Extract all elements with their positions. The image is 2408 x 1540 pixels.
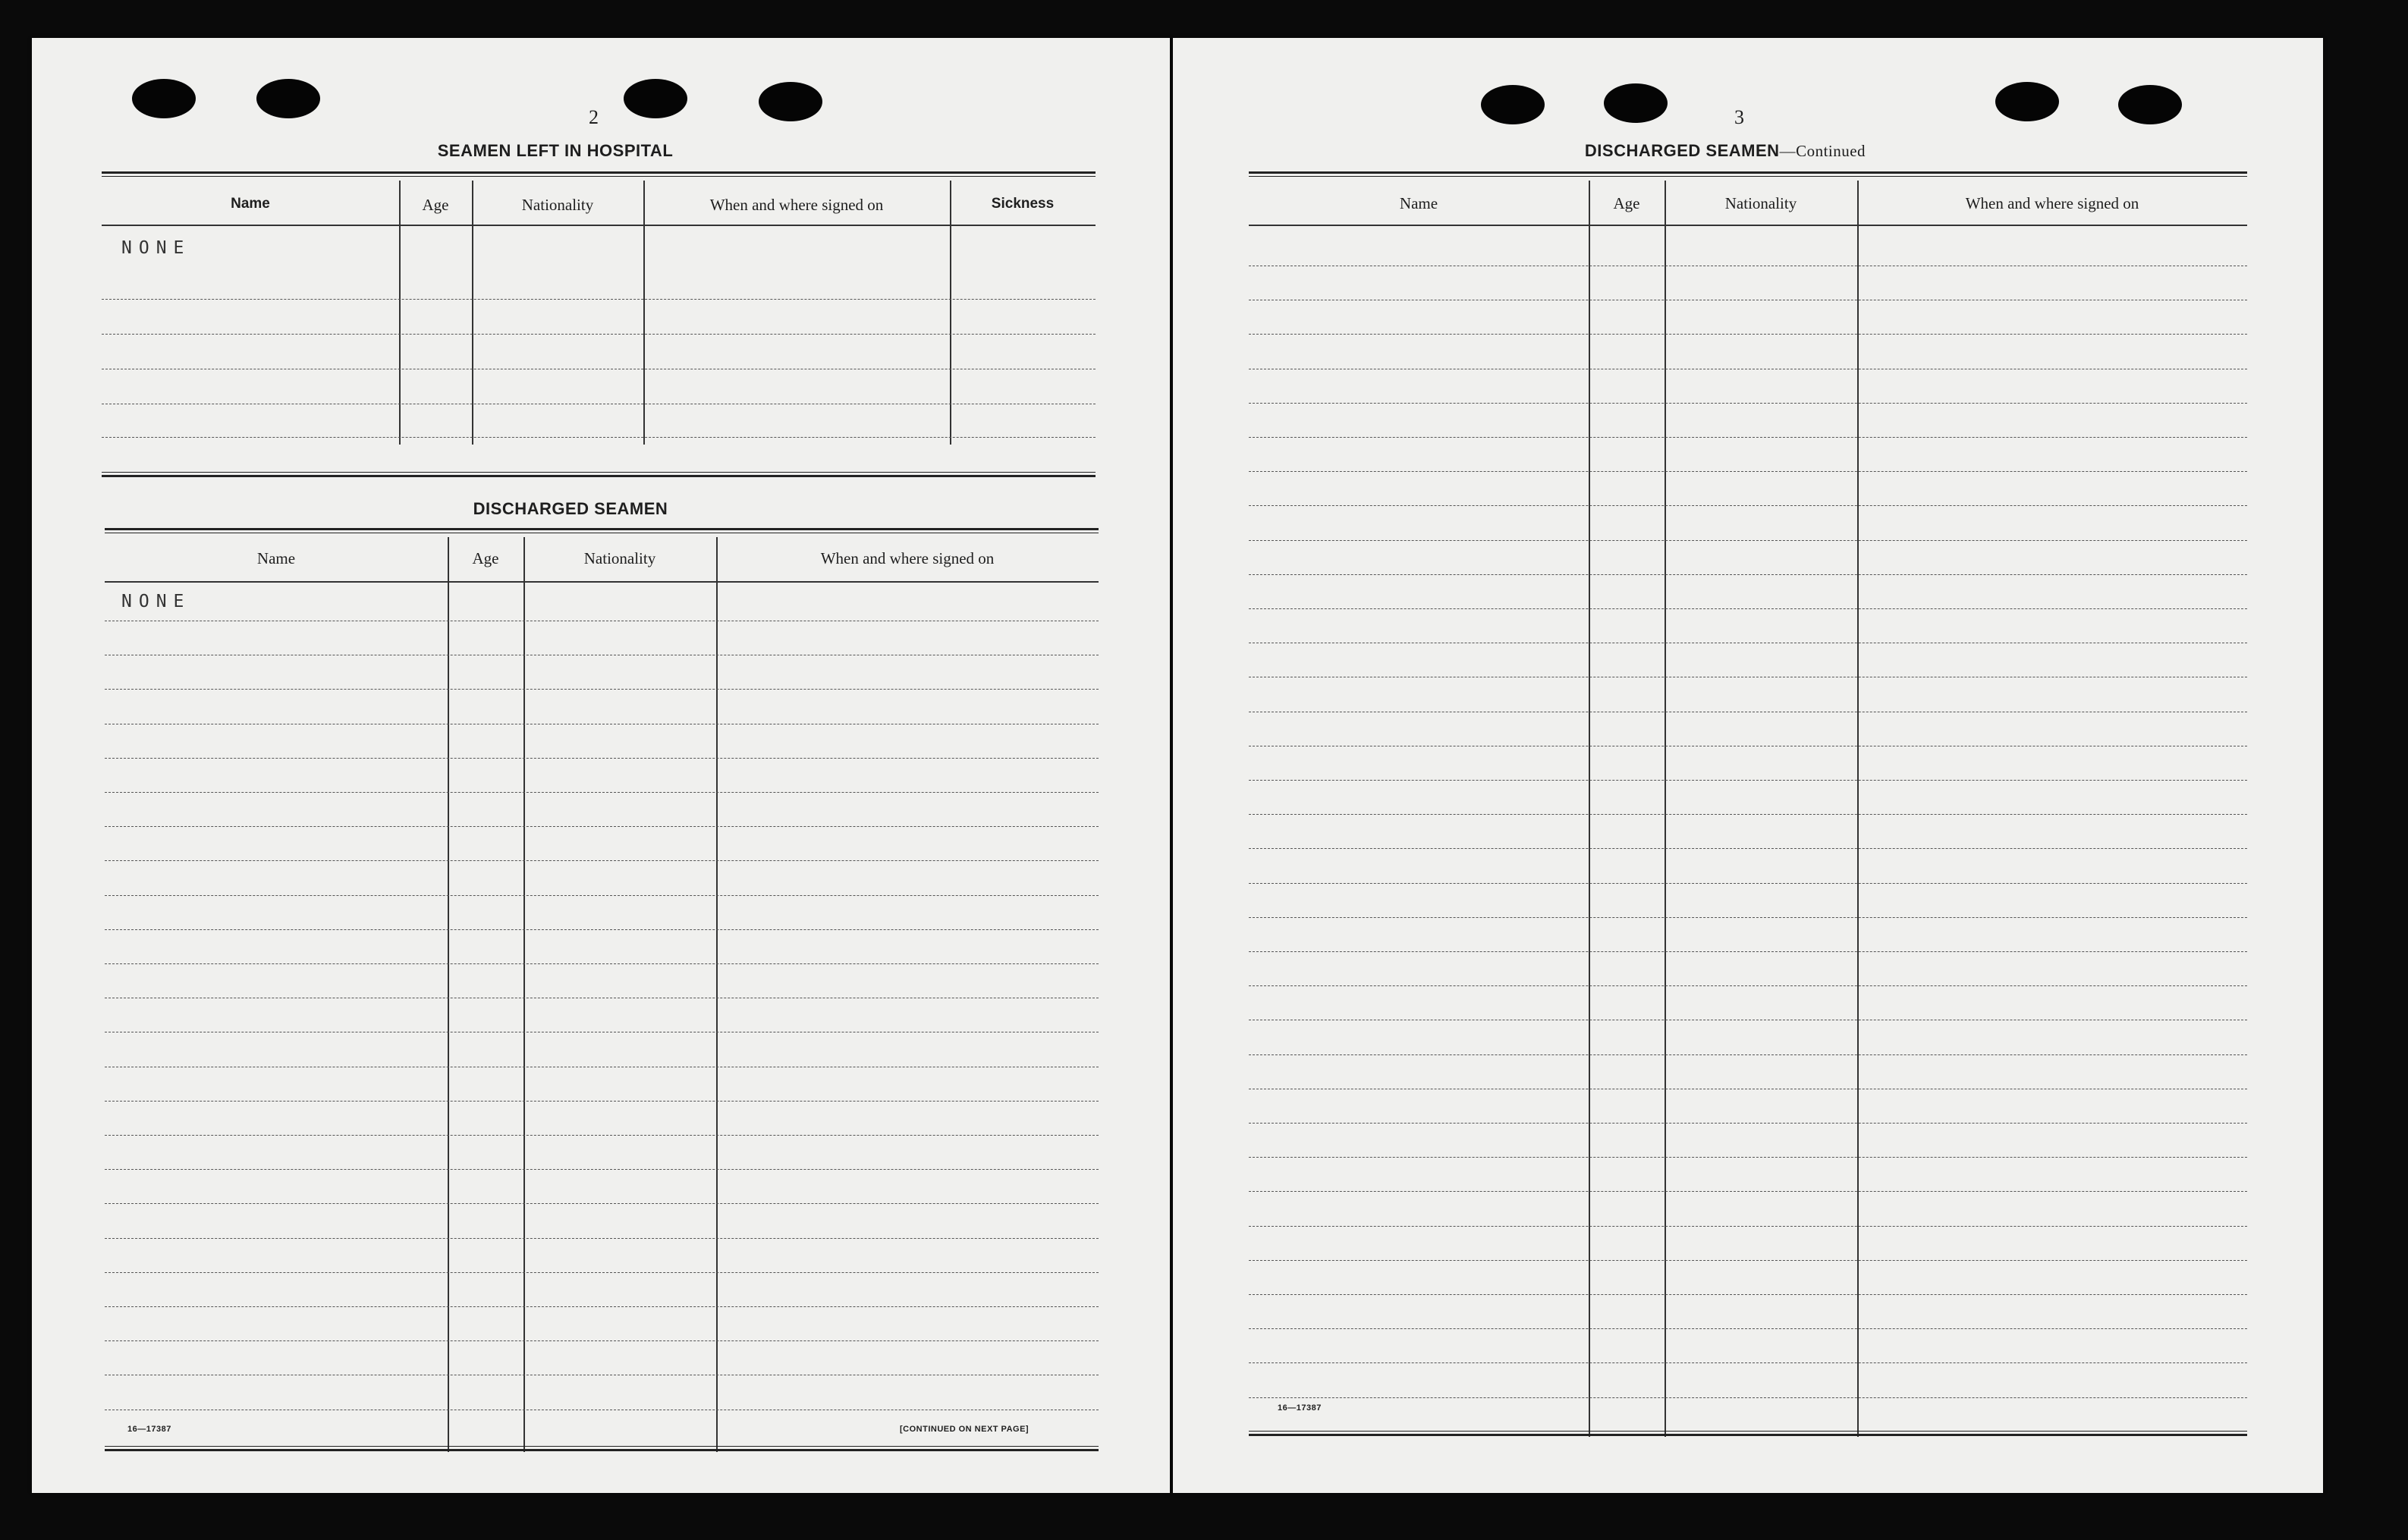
column-header-when-where: When and where signed on xyxy=(820,549,995,567)
typed-entry-none: NONE xyxy=(121,592,191,611)
right-page xyxy=(1173,38,2323,1493)
page-number: 2 xyxy=(589,106,600,128)
form-number: 16—17387 xyxy=(1278,1403,1322,1413)
punch-hole xyxy=(1604,83,1668,123)
row-line xyxy=(105,1272,1099,1273)
row-line xyxy=(105,1101,1099,1102)
typed-entry-none: NONE xyxy=(121,238,191,258)
row-line xyxy=(1249,505,2247,506)
row-line xyxy=(1249,814,2247,815)
row-line xyxy=(1249,951,2247,952)
row-line xyxy=(1249,1260,2247,1261)
continued-suffix: —Continued xyxy=(1779,142,1866,160)
title-text: DISCHARGED SEAMEN xyxy=(1584,141,1780,160)
column-header-when-where: When and where signed on xyxy=(709,196,884,214)
row-line xyxy=(1249,1123,2247,1124)
column-divider xyxy=(472,181,473,445)
row-line xyxy=(105,1169,1099,1170)
page-number: 3 xyxy=(1734,106,1746,128)
row-line xyxy=(1249,608,2247,609)
row-line xyxy=(1249,334,2247,335)
row-line xyxy=(1249,540,2247,541)
column-divider xyxy=(950,181,951,445)
punch-hole xyxy=(1481,85,1545,124)
discharged-section-title: DISCHARGED SEAMEN xyxy=(473,499,668,518)
row-line xyxy=(105,758,1099,759)
discharged-continued-title xyxy=(1460,141,1991,161)
form-number: 16—17387 xyxy=(127,1425,171,1434)
row-line xyxy=(102,299,1096,300)
table-top-rule xyxy=(1249,171,2247,177)
row-line xyxy=(1249,985,2247,986)
row-line xyxy=(105,792,1099,793)
row-line xyxy=(1249,574,2247,575)
punch-hole xyxy=(132,79,196,118)
row-line xyxy=(105,689,1099,690)
column-header-nationality: Nationality xyxy=(583,549,656,567)
row-line xyxy=(1249,917,2247,918)
left-page xyxy=(32,38,1170,1493)
column-header-age: Age xyxy=(1613,194,1640,212)
table-bottom-rule xyxy=(1249,1431,2247,1436)
column-header-name: Name xyxy=(1399,194,1438,212)
row-line xyxy=(102,437,1096,438)
row-line xyxy=(1249,1362,2247,1363)
column-divider xyxy=(716,537,718,1452)
header-underline xyxy=(102,225,1096,226)
row-line xyxy=(105,860,1099,861)
row-line xyxy=(105,1238,1099,1239)
row-line xyxy=(1249,1054,2247,1055)
column-divider xyxy=(643,181,645,445)
row-line xyxy=(1249,1328,2247,1329)
hospital-section-title: SEAMEN LEFT IN HOSPITAL xyxy=(437,141,674,160)
row-line xyxy=(105,963,1099,964)
row-line xyxy=(1249,1157,2247,1158)
header-underline xyxy=(105,581,1099,583)
row-line xyxy=(1249,780,2247,781)
table-top-rule xyxy=(102,171,1096,177)
row-line xyxy=(1249,471,2247,472)
column-divider xyxy=(523,537,525,1452)
row-line xyxy=(1249,1397,2247,1398)
hospital-table xyxy=(102,171,1096,482)
table-bottom-rule xyxy=(102,472,1096,477)
column-header-when-where: When and where signed on xyxy=(1965,194,2139,212)
row-line xyxy=(1249,403,2247,404)
row-line xyxy=(105,1340,1099,1341)
row-line xyxy=(102,334,1096,335)
row-line xyxy=(1249,883,2247,884)
column-header-nationality: Nationality xyxy=(521,196,594,214)
punch-hole xyxy=(1995,82,2059,121)
column-header-name: Name xyxy=(256,549,296,567)
row-line xyxy=(1249,1226,2247,1227)
column-header-nationality: Nationality xyxy=(1724,194,1797,212)
column-divider xyxy=(399,181,401,445)
row-line xyxy=(105,895,1099,896)
table-bottom-rule xyxy=(105,1446,1099,1451)
row-line xyxy=(105,929,1099,930)
row-line xyxy=(105,826,1099,827)
table-top-rule xyxy=(105,528,1099,533)
column-header-name: Name xyxy=(231,196,270,212)
row-line xyxy=(1249,848,2247,849)
punch-hole xyxy=(256,79,320,118)
punch-hole xyxy=(759,82,822,121)
row-line xyxy=(1249,1294,2247,1295)
column-header-age: Age xyxy=(472,549,499,567)
discharged-table xyxy=(105,528,1099,1461)
header-underline xyxy=(1249,225,2247,226)
column-header-sickness: Sickness xyxy=(991,196,1055,212)
column-divider xyxy=(448,537,449,1452)
row-line xyxy=(105,1135,1099,1136)
punch-hole xyxy=(624,79,687,118)
row-line xyxy=(105,1306,1099,1307)
row-line xyxy=(1249,1191,2247,1192)
column-header-age: Age xyxy=(422,196,449,214)
row-line xyxy=(1249,437,2247,438)
discharged-continued-table xyxy=(1249,171,2247,1446)
row-line xyxy=(105,1203,1099,1204)
continued-note: [CONTINUED ON NEXT PAGE] xyxy=(900,1425,1030,1434)
punch-hole xyxy=(2118,85,2182,124)
